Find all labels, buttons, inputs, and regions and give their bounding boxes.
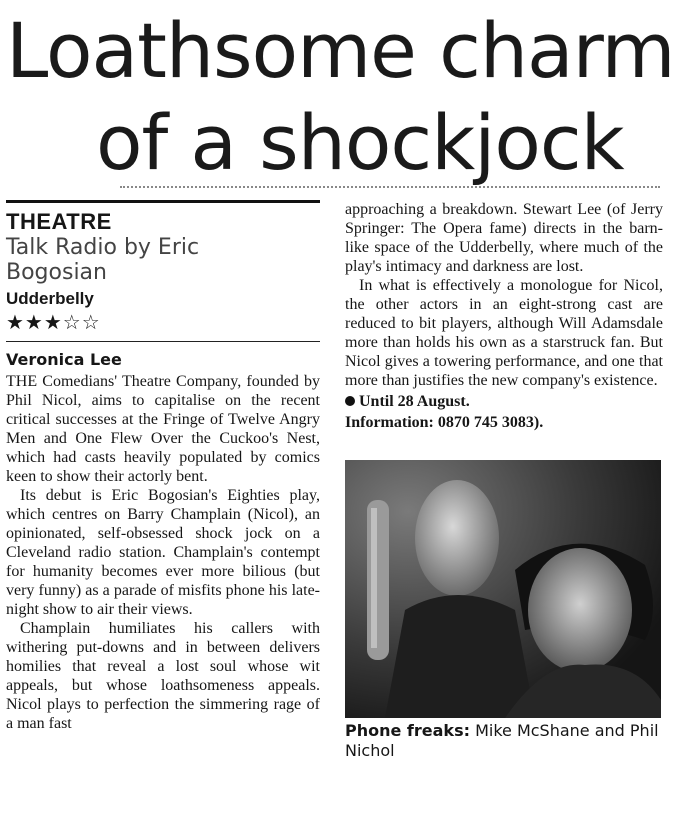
left-column xyxy=(6,200,320,733)
caption-lead: Phone freaks: xyxy=(345,721,470,740)
section-rule xyxy=(6,200,320,203)
venue: Udderbelly xyxy=(6,289,94,308)
actor-2-head xyxy=(528,548,632,672)
author-byline: Veronica Lee xyxy=(6,350,122,369)
body-paragraph-3: Champlain humiliates his callers with withering put-downs and in between delivers homilies that reveal a lost soul whose wit appeals, but whose loathsomeness appeals. Nicol plays to perfection the simmering rage of a man fast xyxy=(6,620,320,732)
play-title-line-1: Talk Radio by Eric xyxy=(6,235,200,260)
body-paragraph-2: Its debut is Eric Bogosian's Eighties play, which centres on Barry Champlain (Nicol), an opinionated, self-obsessed shock jock on a Cleveland radio station. Champlain's contempt for humanity becomes ever more bilious (but very funny) as a parade of misfits phone his late-night show to air their views. xyxy=(6,487,320,618)
section-label: THEATRE xyxy=(6,209,112,234)
headline-line-2: of a shockjock xyxy=(96,98,624,187)
body-paragraph-4: In what is effectively a monologue for Nicol, the other actors in an eight-strong cast are reduced to bit players, although Will Adamsdale more than holds his own as a starstruck fan. But Nicol gives a towering performance, and one that more than justifies the new company's existence. xyxy=(345,277,663,389)
body-paragraph-1: THE Comedians' Theatre Company, founded by Phil Nicol, aims to capitalise on the recent critical successes at the Fringe of Twelve Angry Men and One Flew Over the Cuckoo's Nest, which had casts heavily populated by comics keen to show their actorly bent. xyxy=(6,373,320,485)
byline-rule xyxy=(6,341,320,342)
show-phone: Information: 0870 745 3083). xyxy=(345,414,544,431)
play-title-line-2: Bogosian xyxy=(6,260,107,285)
microphone-icon xyxy=(367,500,389,660)
photo-caption xyxy=(345,721,663,761)
star-rating: ★★★☆☆ xyxy=(6,312,101,334)
show-info xyxy=(345,392,663,411)
production-photo xyxy=(345,460,661,718)
show-dates: Until 28 August. xyxy=(359,393,470,410)
headline-divider xyxy=(120,186,660,188)
bullet-icon xyxy=(345,396,355,406)
actor-1-head xyxy=(415,480,499,596)
body-paragraph-3-continued: approaching a breakdown. Stewart Lee (of Jerry Springer: The Opera fame) directs in the barn-like space of the Udderbelly, where much of the play's intimacy and darkness are lost. xyxy=(345,201,663,275)
caption-text: Mike McShane and Phil Nichol xyxy=(345,721,659,760)
headline-line-1: Loathsome charm xyxy=(6,6,675,95)
photo-illustration xyxy=(345,460,661,718)
actor-1-body xyxy=(385,595,535,718)
right-column xyxy=(345,200,663,761)
